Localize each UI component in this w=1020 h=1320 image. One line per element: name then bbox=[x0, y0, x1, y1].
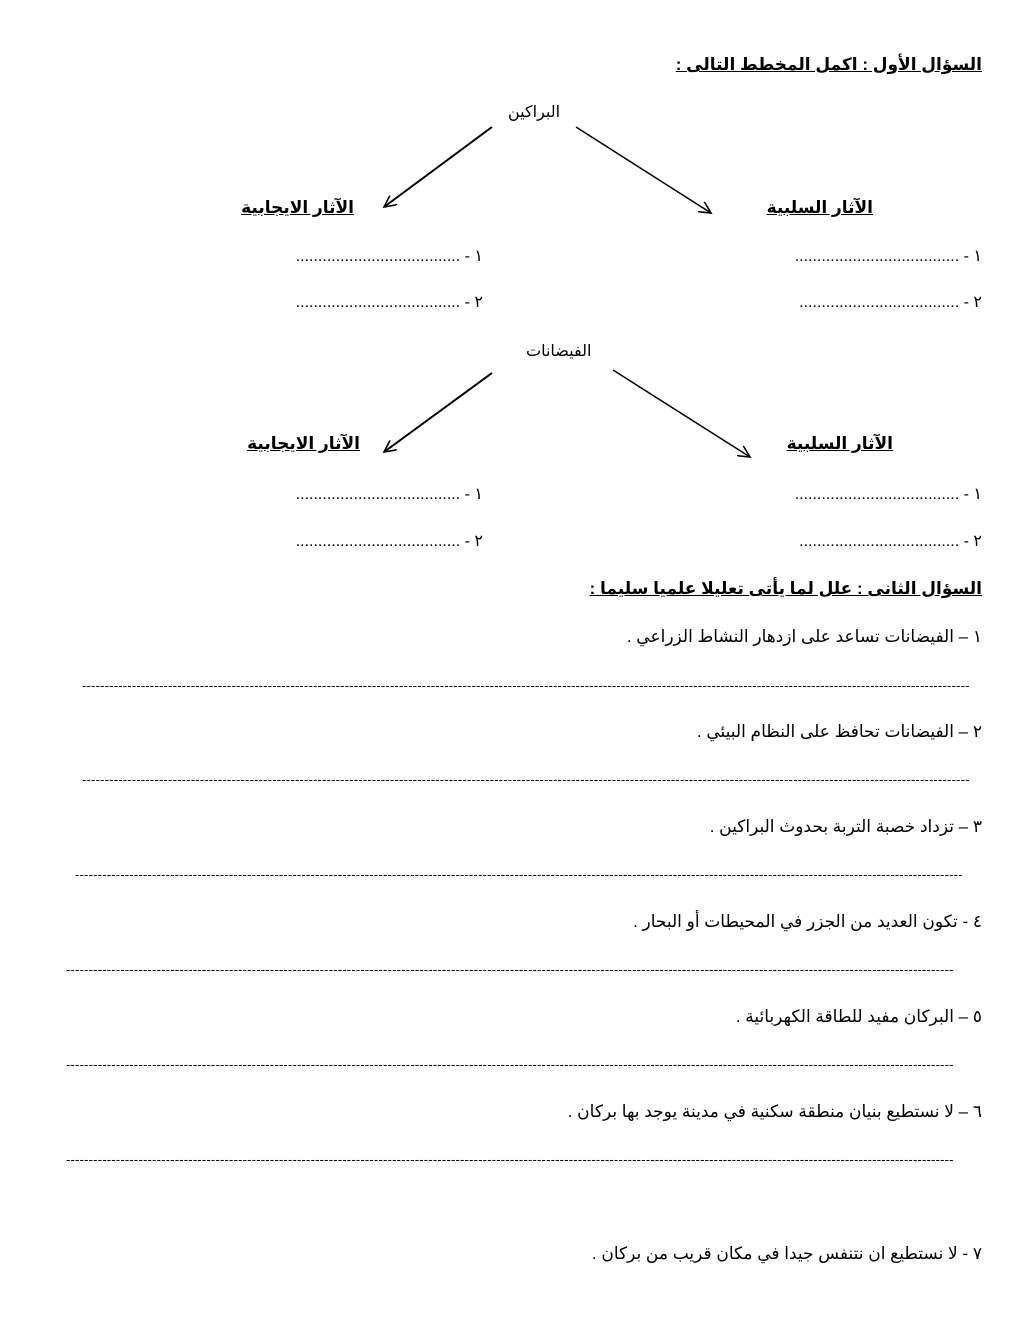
question-1-title: السؤال الأول : اكمل المخطط التالى : bbox=[675, 55, 982, 74]
arrow-volcanoes-positive bbox=[384, 127, 492, 207]
positive-blank-2-floods[interactable]: ٢ - ..................................... bbox=[295, 533, 483, 550]
positive-effects-title-floods: الآثار الايجابية bbox=[247, 434, 360, 453]
question-item-6: ٦ – لا نستطيع بنيان منطقة سكنية في مدينة يوجد بها بركان . bbox=[567, 1102, 982, 1121]
topic-floods: الفيضانات bbox=[526, 343, 592, 360]
negative-blank-1-volcanoes[interactable]: ١ - ..................................... bbox=[794, 248, 982, 265]
diagram-arrows bbox=[0, 0, 1020, 600]
question-item-2: ٢ – الفيضانات تحافظ على النظام البيئي . bbox=[696, 722, 982, 741]
question-2-title: السؤال الثانى : علل لما يأتى تعليلا علميا سليما : bbox=[589, 579, 982, 598]
answer-line-2[interactable]: ---------------------------------------------------------------------------------------------------------------------------------------------------------------------------------------------------- bbox=[82, 772, 970, 787]
arrow-floods-positive bbox=[384, 373, 492, 452]
topic-volcanoes: البراكين bbox=[508, 104, 561, 121]
question-item-7: ٧ - لا نستطيع ان نتنفس جيدا في مكان قريب من بركان . bbox=[591, 1244, 982, 1263]
positive-effects-title-volcanoes: الآثار الايجابية bbox=[241, 198, 354, 217]
negative-blank-2-volcanoes[interactable]: ٢ - .................................... bbox=[799, 294, 982, 311]
negative-effects-title-volcanoes: الآثار السلبية bbox=[766, 198, 873, 217]
negative-blank-2-floods[interactable]: ٢ - .................................... bbox=[799, 533, 982, 550]
question-item-5: ٥ – البركان مفيد للطاقة الكهربائية . bbox=[735, 1007, 982, 1026]
negative-effects-title-floods: الآثار السلبية bbox=[786, 434, 893, 453]
question-item-1: ١ – الفيضانات تساعد على ازدهار النشاط الزراعي . bbox=[626, 627, 982, 646]
question-item-3: ٣ – تزداد خصبة التربة بحدوث البراكين . bbox=[709, 817, 982, 836]
answer-line-1[interactable]: ---------------------------------------------------------------------------------------------------------------------------------------------------------------------------------------------------- bbox=[82, 678, 970, 693]
positive-blank-1-volcanoes[interactable]: ١ - ..................................... bbox=[295, 248, 483, 265]
arrow-floods-negative bbox=[613, 370, 750, 457]
answer-line-5[interactable]: ---------------------------------------------------------------------------------------------------------------------------------------------------------------------------------------------------- bbox=[66, 1057, 954, 1072]
arrow-volcanoes-negative bbox=[576, 127, 711, 213]
negative-blank-1-floods[interactable]: ١ - ..................................... bbox=[794, 486, 982, 503]
positive-blank-2-volcanoes[interactable]: ٢ - ..................................... bbox=[295, 294, 483, 311]
positive-blank-1-floods[interactable]: ١ - ..................................... bbox=[295, 486, 483, 503]
answer-line-3[interactable]: ---------------------------------------------------------------------------------------------------------------------------------------------------------------------------------------------------- bbox=[75, 867, 963, 882]
answer-line-4[interactable]: ---------------------------------------------------------------------------------------------------------------------------------------------------------------------------------------------------- bbox=[66, 962, 954, 977]
answer-line-6[interactable]: ---------------------------------------------------------------------------------------------------------------------------------------------------------------------------------------------------- bbox=[66, 1152, 954, 1167]
question-item-4: ٤ - تكون العديد من الجزر في المحيطات أو البحار . bbox=[633, 912, 982, 931]
